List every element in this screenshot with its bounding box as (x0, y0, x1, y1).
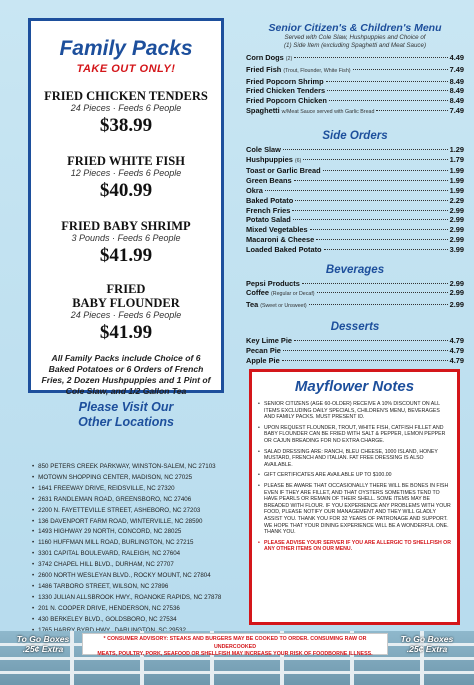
menu-item-price: 2.99 (449, 300, 464, 310)
menu-item-price: 8.49 (449, 76, 464, 86)
menu-item-price: 2.99 (449, 215, 464, 225)
advisory-line2: MEATS, POULTRY, PORK, SEAFOOD OR SHELLFISH MAY INCREASE YOUR RISK OF FOODBORNE ILLNESS. (97, 651, 373, 657)
menu-item-price: 2.99 (449, 225, 464, 235)
menu-item (246, 106, 464, 118)
menu-item (246, 215, 464, 225)
menu-item-price: 1.29 (449, 144, 464, 154)
menu-item (246, 155, 464, 167)
location-item: • 2600 NORTH WESLEYAN BLVD., ROCKY MOUNT, NC 27804 (32, 571, 232, 582)
beverages-title: Beverages (325, 263, 385, 276)
dot-leader (324, 249, 448, 250)
menu-item-note: (Regular or Decaf) (271, 291, 315, 298)
menu-item-name: Fried Chicken Tenders (246, 86, 326, 96)
menu-item (246, 166, 464, 176)
dot-leader (353, 69, 448, 70)
menu-item (246, 86, 464, 96)
note-item: • SENIOR CITIZENS (AGE 60-OLDER) RECEIVE A 10% DISCOUNT ON ALL ITEMS EXCLUDING DAILY SPECIALS, CHILDREN'S MENU, BEVERAGES AND FAMILY PACKS. MUST PRESENT ID. (258, 401, 451, 421)
menu-item (246, 206, 464, 216)
togo-boxes-right (398, 634, 456, 654)
allergy-alert-note: • PLEASE ADVISE YOUR SERVER IF YOU ARE ALLERGIC TO SHELLFISH OR ANY OTHER ITEMS ON OUR MENU. (258, 540, 451, 553)
senior-menu-desc: Served with Cole Slaw, Hushpuppies and Choice of (284, 34, 426, 41)
menu-item-name: Pepsi Products (246, 278, 300, 288)
dot-leader (376, 110, 447, 111)
family-packs-card (28, 18, 224, 396)
dot-leader (265, 190, 448, 191)
menu-item-note: (Trout, Flounder, White Fish) (283, 67, 351, 74)
dot-leader (292, 210, 447, 211)
menu-item (246, 245, 464, 255)
family-pack-price: $38.99 (99, 115, 153, 136)
note-item: • GIFT CERTIFICATES ARE AVAILABLE UP TO $100.00 (258, 472, 451, 479)
side-orders-list (246, 145, 464, 255)
location-item: • MOTOWN SHOPPING CENTER, MADISON, NC 27025 (32, 473, 232, 484)
menu-item-price: 4.79 (449, 345, 464, 355)
location-item: • 2631 RANDLEMAN ROAD, GREENSBORO, NC 27406 (32, 495, 232, 506)
family-pack-item (31, 219, 221, 268)
menu-item-name: Spaghetti (246, 105, 280, 115)
note-item: • SALAD DRESSING ARE: RANCH, BLEU CHEESE, 1000 ISLAND, HONEY MUSTARD, FRENCH AND ITALIAN. FAT FREE DRESSING IS ALSO AVAILABLE. (258, 449, 451, 469)
menu-item (246, 145, 464, 155)
menu-item-name: French Fries (246, 205, 291, 215)
family-pack-name: FRIED BABY SHRIMP (61, 219, 191, 233)
menu-item-price: 1.99 (449, 166, 464, 176)
menu-item-name: Mixed Vegetables (246, 225, 308, 235)
togo-line1: To Go Boxes (16, 634, 70, 644)
menu-item-name: Key Lime Pie (246, 335, 293, 345)
location-item: • 1493 HIGHWAY 29 NORTH, CONCORD, NC 28025 (32, 527, 232, 538)
menu-item (246, 65, 464, 77)
location-item: • 850 PETERS CREEK PARKWAY, WINSTON-SALEM, NC 27103 (32, 462, 232, 473)
dot-leader (283, 350, 448, 351)
menu-item-name: Fried Popcorn Shrimp (246, 76, 324, 86)
desserts-list (246, 336, 464, 365)
location-item: • 1160 HUFFMAN MILL ROAD, BURLINGTON, NC 27215 (32, 538, 232, 549)
dot-leader (295, 200, 447, 201)
menu-item-price: 2.99 (449, 234, 464, 244)
menu-item-name: Toast or Garlic Bread (246, 166, 321, 176)
consumer-advisory (82, 633, 388, 655)
senior-menu-desc-2: (1) Side Item (excluding Spaghetti and Meat Sauce) (283, 42, 427, 49)
family-pack-name: FRIED CHICKEN TENDERS (44, 89, 208, 103)
togo-line2: .25¢ Extra (22, 644, 64, 654)
menu-item (246, 186, 464, 196)
dot-leader (303, 159, 447, 160)
menu-item-price: 4.79 (449, 335, 464, 345)
menu-item-price: 7.49 (449, 64, 464, 74)
menu-item (246, 225, 464, 235)
menu-item-name: Apple Pie (246, 355, 280, 365)
dot-leader (282, 360, 448, 361)
locations-title-line1: Please Visit Our (78, 400, 174, 414)
menu-item-name: Pecan Pie (246, 345, 281, 355)
side-orders-title: Side Orders (322, 129, 388, 142)
menu-item-price: 2.99 (449, 205, 464, 215)
senior-menu-title: Senior Citizen's & Children's Menu (268, 22, 442, 34)
dot-leader (323, 170, 448, 171)
location-item: • 1486 TARBORO STREET, WILSON, NC 27896 (32, 582, 232, 593)
menu-item (246, 235, 464, 245)
menu-item-name: Fried Popcorn Chicken (246, 96, 327, 106)
right-column (246, 22, 464, 365)
menu-item-name: Okra (246, 185, 263, 195)
menu-item-name: Green Beans (246, 176, 292, 186)
location-item: • 1330 JULIAN ALLSBROOK HWY., ROANOKE RAPIDS, NC 27878 (32, 593, 232, 604)
location-item: • 2200 N. FAYETTEVILLE STREET, ASHEBORO, NC 27203 (32, 506, 232, 517)
menu-item-price: 8.49 (449, 96, 464, 106)
family-pack-item (31, 89, 221, 138)
locations-list (32, 462, 232, 637)
family-pack-price: $41.99 (99, 245, 153, 266)
menu-item (246, 196, 464, 206)
dot-leader (327, 90, 447, 91)
locations-title (28, 400, 224, 430)
menu-item (246, 300, 464, 312)
dot-leader (294, 57, 447, 58)
family-pack-desc: 24 Pieces · Feeds 6 People (70, 310, 182, 320)
menu-item (246, 288, 464, 300)
family-pack-desc: 3 Pounds · Feeds 6 People (71, 233, 181, 243)
family-pack-name-line2: BABY FLOUNDER (72, 296, 180, 310)
location-item: • 3742 CHAPEL HILL BLVD., DURHAM, NC 27707 (32, 560, 232, 571)
location-item: • 136 DAVENPORT FARM ROAD, WINTERVILLE, NC 28590 (32, 517, 232, 528)
menu-item-name: Potato Salad (246, 215, 291, 225)
menu-item-price: 1.99 (449, 176, 464, 186)
menu-item (246, 356, 464, 366)
menu-item (246, 346, 464, 356)
dot-leader (302, 283, 448, 284)
menu-item-price: 3.99 (449, 244, 464, 254)
dot-leader (283, 149, 448, 150)
note-item: • PLEASE BE AWARE THAT OCCASIONALLY THERE WILL BE BONES IN FISH EVEN IF THEY ARE FILLET, AND THAT OYSTERS SOMETIMES TEND TO HAVE PEARLS OR REMAIN OF THEIR SHELL. SOME ITEMS MAY BE BREADED WITH FLOUR. IF YOU EXPERIENCE ANY PROBLEMS WITH YOUR FOOD, PLEASE NOTIFY OUR MANAGEMENT AND THEY WILL GLADLY ASSIST YOU. THANK YOU FOR 32 YEARS OF PATRONAGE AND SUPPORT. WE HOPE THAT YOUR DINING EXPERIENCE WILL BE A WONDERFUL ONE. THANK YOU. (258, 483, 451, 536)
menu-item-price: 7.49 (449, 105, 464, 115)
family-packs-title: Family Packs (59, 37, 193, 60)
dot-leader (317, 292, 448, 293)
menu-item-name: Loaded Baked Potato (246, 244, 322, 254)
family-pack-name: FRIED (106, 282, 146, 296)
dot-leader (310, 229, 448, 230)
take-out-only-label: TAKE OUT ONLY! (76, 63, 176, 75)
location-item: • 430 BERKELEY BLVD., GOLDSBORO, NC 27534 (32, 615, 232, 626)
menu-item-price: 2.99 (449, 278, 464, 288)
menu-item-price: 8.49 (449, 86, 464, 96)
menu-item-note: (Sweet or Unsweet) (260, 303, 307, 310)
dot-leader (293, 219, 448, 220)
menu-item (246, 77, 464, 87)
beverages-list (246, 279, 464, 312)
menu-item-price: 1.79 (449, 154, 464, 164)
dot-leader (329, 100, 448, 101)
advisory-line1: * CONSUMER ADVISORY: STEAKS AND BURGERS MAY BE COOKED TO ORDER. CONSUMING RAW OR UNDERCOOKED (103, 636, 367, 650)
family-pack-item (31, 154, 221, 203)
menu-item (246, 176, 464, 186)
menu-item-note: (2) (285, 56, 293, 62)
menu-item (246, 53, 464, 65)
togo-line2: .25¢ Extra (406, 644, 448, 654)
togo-boxes-left (14, 634, 72, 654)
note-item: • UPON REQUEST FLOUNDER, TROUT, WHITE FISH, CATFISH FILLET AND BABY FLOUNDER CAN BE FRIED WITH SALT & PEPPER, LEMON PEPPER OR CAJUN BREADING FOR NO EXTRA CHARGE. (258, 425, 451, 445)
menu-item-name: Corn Dogs (246, 53, 284, 62)
menu-item-name: Fried Fish (246, 64, 282, 74)
family-pack-desc: 12 Pieces · Feeds 6 People (70, 168, 182, 178)
family-pack-desc: 24 Pieces · Feeds 6 People (70, 103, 182, 113)
location-item: • 3301 CAPITAL BOULEVARD, RALEIGH, NC 27604 (32, 549, 232, 560)
menu-item-price: 2.29 (449, 195, 464, 205)
dot-leader (294, 340, 448, 341)
mayflower-notes-box (249, 369, 460, 625)
menu-item-name: Macaroni & Cheese (246, 234, 315, 244)
menu-item (246, 279, 464, 289)
dot-leader (294, 180, 448, 181)
menu-item-price: 4.49 (449, 53, 464, 62)
menu-item-price: 2.99 (449, 288, 464, 298)
family-pack-price: $41.99 (99, 322, 153, 343)
location-item: • 201 N. COOPER DRIVE, HENDERSON, NC 27536 (32, 604, 232, 615)
locations-title-line2: Other Locations (78, 415, 174, 429)
notes-list (258, 401, 451, 553)
menu-item-note: w/Meat Sauce served with Garlic Bread (281, 108, 375, 115)
family-pack-note: All Family Packs include Choice of 6 Baked Potatoes or 6 Orders of French Fries, 2 Dozen Hushpuppies and 1 Pint of Cole Slaw, and 1/2 Gallon Tea (41, 353, 211, 396)
desserts-title: Desserts (330, 320, 380, 333)
menu-item-name: Baked Potato (246, 195, 294, 205)
menu-item-note: (6) (294, 157, 302, 164)
menu-item-name: Tea (246, 300, 259, 310)
dot-leader (309, 304, 448, 305)
family-pack-item (31, 282, 221, 345)
dot-leader (326, 81, 448, 82)
menu-item-price: 4.79 (449, 355, 464, 365)
togo-line1: To Go Boxes (400, 634, 454, 644)
menu-item-name: Coffee (246, 288, 269, 298)
family-pack-price: $40.99 (99, 180, 153, 201)
location-item: • 1641 FREEWAY DRIVE, REIDSVILLE, NC 27320 (32, 484, 232, 495)
menu-item-name: Cole Slaw (246, 144, 281, 154)
dot-leader (316, 239, 447, 240)
family-pack-name: FRIED WHITE FISH (67, 154, 185, 168)
senior-menu-list (246, 53, 464, 118)
menu-item (246, 96, 464, 106)
notes-title: Mayflower Notes (294, 378, 415, 395)
menu-item-name: Hushpuppies (246, 154, 293, 164)
menu-item-price: 1.99 (449, 185, 464, 195)
menu-item (246, 336, 464, 346)
